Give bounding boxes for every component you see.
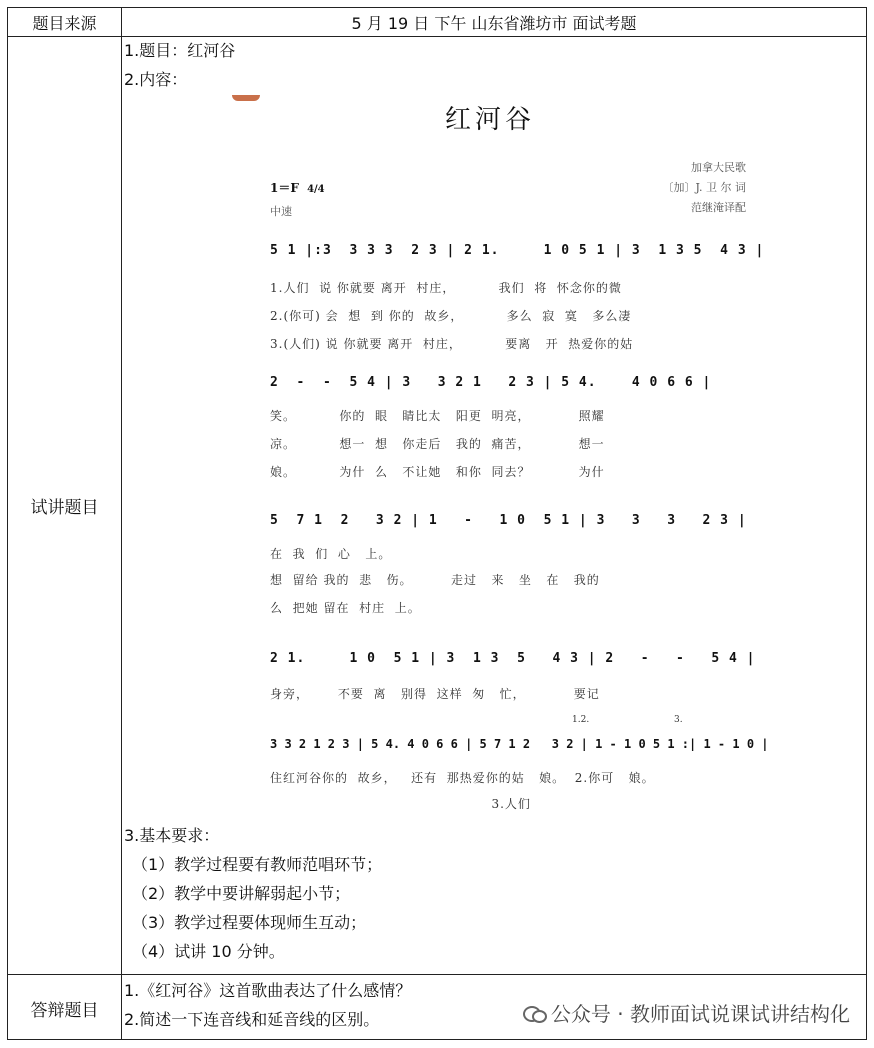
requirement-item: （4）试讲 10 分钟。 (132, 942, 285, 961)
topic-line: 1.题目：红河谷 (124, 41, 236, 60)
defense-question: 2.简述一下连音线和延音线的区别。 (124, 1010, 380, 1029)
lyric-line: 么 把她 留在 村庄 上。 (270, 601, 421, 615)
requirements-heading: 3.基本要求： (124, 826, 220, 845)
lyric-line: 身旁， 不要 离 别得 这样 匆 忙， 要记 (270, 687, 600, 701)
header-source-label: 题目来源 (32, 13, 97, 33)
wechat-icon (523, 1004, 545, 1022)
defense-block (124, 976, 411, 1034)
lyric-line: 凉。 想一 想 你走后 我的 痛苦， 想一 (270, 437, 605, 451)
requirements-block (124, 821, 382, 966)
watermark-text: 公众号 · 教师面试说课试讲结构化 (550, 1002, 850, 1026)
credit-lyricist: 〔加〕J. 卫 尔 词 (662, 181, 746, 194)
requirement-item: （1）教学过程要有教师范唱环节； (132, 855, 383, 874)
lyric-line: 娘。 为什 么 不让她 和你 同去？ 为什 (270, 465, 605, 479)
lyric-line: 想 留给 我的 悲 伤。 走过 来 坐 在 我的 (270, 573, 600, 587)
lyric-line: 在 我 们 心 上。 (270, 547, 392, 561)
requirement-item: （2）教学中要讲解弱起小节； (132, 884, 351, 903)
trial-content (124, 36, 235, 94)
defense-question: 1.《红河谷》这首歌曲表达了什么感情？ (124, 981, 412, 1000)
lyric-line: 笑。 你的 眼 睛比太 阳更 明亮， 照耀 (270, 409, 605, 423)
tempo-marking: 中速 (270, 205, 292, 218)
lyric-line: 住红河谷你的 故乡， 还有 那热爱你的姑 娘。 2.你可 娘。 (270, 771, 655, 785)
lyric-line: 1.人们 说 你就要 离开 村庄， 我们 将 怀念你的微 (270, 281, 622, 295)
notation-row: 2 1. 1 0 5 1 | 3 1 3 5 4 3 | 2 - - 5 4 | (270, 651, 756, 666)
music-score (234, 93, 769, 823)
notation-row: 3 3 2 1 2 3 | 5 4. 4 0 6 6 | 5 7 1 2 3 2 | 1 - 1 0 5 1 :| 1 - 1 0 | (270, 737, 769, 751)
watermark (523, 998, 850, 1027)
content-line: 2.内容： (124, 70, 188, 89)
notation-row: 5 1 |:3 3 3 3 2 3 | 2 1. 1 0 5 1 | 3 1 3 5 4 3 | (270, 243, 765, 258)
notation-row: 2 - - 5 4 | 3 3 2 1 2 3 | 5 4. 4 0 6 6 | (270, 375, 712, 390)
trial-label: 试讲题目 (30, 498, 99, 518)
key-text: 1＝F (270, 181, 299, 195)
column-divider (121, 8, 122, 1039)
key-signature (270, 179, 325, 196)
defense-label: 答辩题目 (30, 1000, 99, 1021)
song-title: 红河谷 (444, 105, 535, 135)
row-divider (8, 974, 866, 975)
lyric-line: 3.(人们) 说 你就要 离开 村庄， 要离 开 热爱你的姑 (270, 337, 634, 351)
credit-origin: 加拿大民歌 (691, 161, 746, 174)
volta-third: 3. (674, 715, 683, 725)
notation-row: 5 7 1 2 3 2 | 1 - 1 0 5 1 | 3 3 3 2 3 | (270, 513, 747, 528)
header-source-value: 5 月 19 日 下午 山东省潍坊市 面试考题 (351, 13, 637, 33)
lyric-line: 3.人们 (270, 797, 531, 811)
lyric-line: 2.(你可) 会 想 到 你的 故乡， 多么 寂 寞 多么凄 (270, 309, 632, 323)
volta-first: 1.2. (572, 715, 590, 725)
requirement-item: （3）教学过程要体现师生互动； (132, 913, 367, 932)
credit-translator: 范继淹译配 (691, 201, 746, 214)
meter-text: 4/4 (307, 184, 325, 195)
